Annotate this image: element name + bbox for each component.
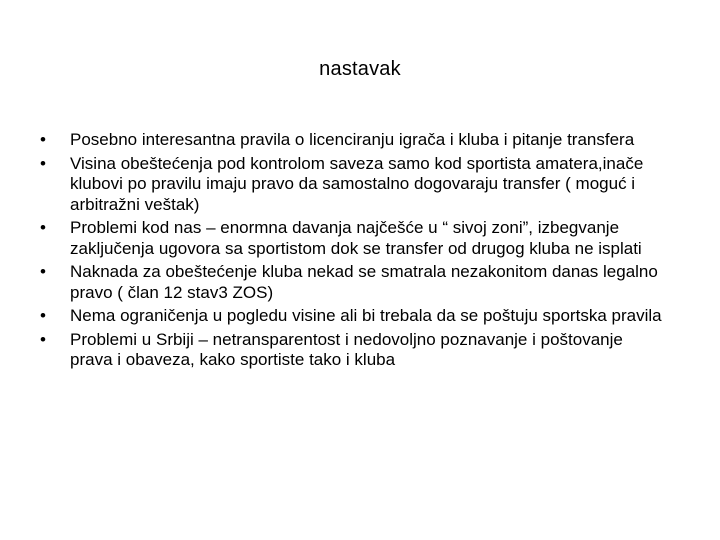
bullet-text: Problemi kod nas – enormna davanja najčešće u “ sivoj zoni”, izbegvanje zaključenja ugovora sa sportistom dok se transfer od drugog kluba ne isplati (70, 218, 642, 258)
bullet-item (40, 330, 670, 371)
bullet-item (40, 262, 670, 303)
bullet-item (40, 218, 670, 259)
bullet-item (40, 130, 670, 151)
bullet-icon: • (40, 262, 46, 281)
bullet-text: Posebno interesantna pravila o licenciranju igrača i kluba i pitanje transfera (70, 130, 635, 149)
bullet-item (40, 306, 670, 327)
bullet-icon: • (40, 329, 46, 349)
bullet-list (40, 130, 670, 374)
bullet-item (40, 154, 670, 216)
bullet-text: Naknada za obeštećenje kluba nekad se smatrala nezakonitom danas legalno pravo ( član 12 stav3 ZOS) (70, 262, 658, 302)
slide-title: nastavak (319, 58, 401, 80)
bullet-icon: • (40, 153, 46, 173)
bullet-text: Nema ograničenja u pogledu visine ali bi trebala da se poštuju sportska pravila (70, 306, 662, 325)
bullet-icon: • (40, 306, 46, 325)
bullet-icon: • (40, 218, 46, 237)
bullet-icon: • (40, 130, 46, 149)
bullet-text: Problemi u Srbiji – netransparentost i nedovoljno poznavanje i poštovanje prava i obaveza, kako sportiste tako i kluba (70, 329, 623, 369)
bullet-text: Visina obeštećenja pod kontrolom saveza samo kod sportista amatera,inače klubovi po pravilu imaju pravo da samostalno dogovaraju transfer ( moguć i arbitražni veštak) (70, 153, 644, 214)
